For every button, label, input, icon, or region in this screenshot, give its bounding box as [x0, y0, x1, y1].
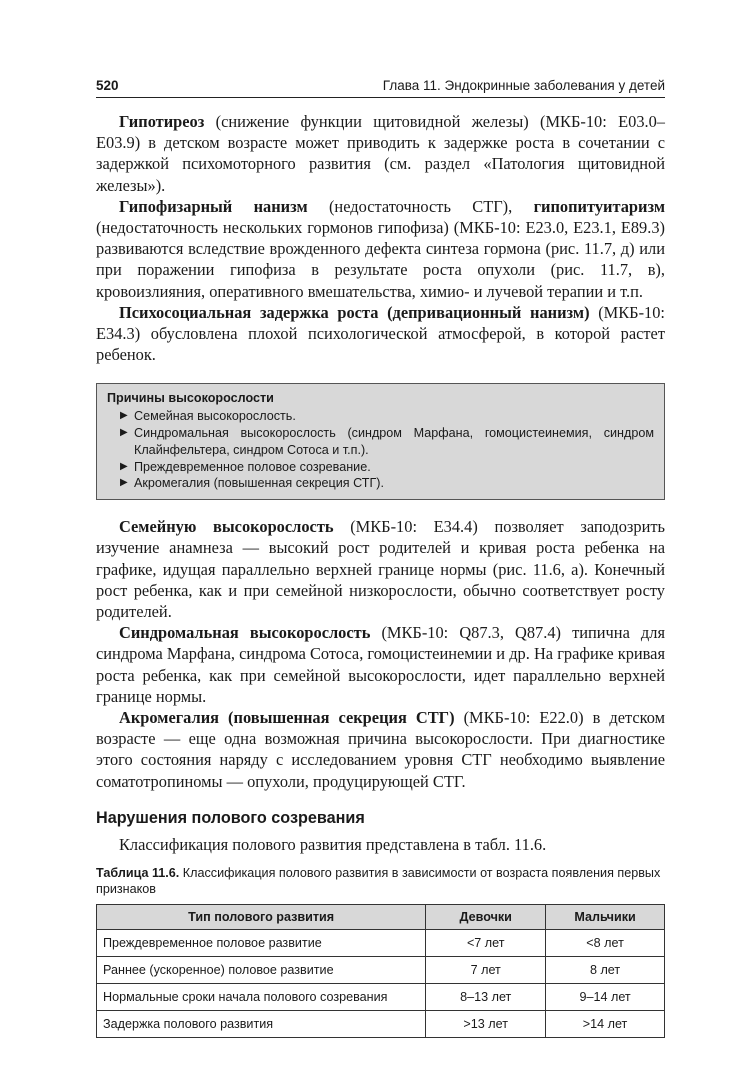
paragraph-hypothyroidism	[96, 111, 665, 196]
section-heading: Нарушения полового созревания	[96, 808, 365, 827]
term-bold: Гипотиреоз	[119, 112, 205, 131]
caption-text: Классификация полового развития в зависимости от возраста появления первых признаков	[96, 866, 661, 897]
list-item-text: Семейная высокорослость.	[134, 409, 296, 424]
term-bold: Синдромальная высокорослость	[119, 623, 371, 643]
cell-type: Задержка полового развития	[97, 1011, 426, 1038]
header-boys: Мальчики	[546, 905, 665, 930]
list-item	[107, 475, 654, 492]
list-item	[107, 425, 654, 459]
chapter-title: Глава 11. Эндокринные заболевания у детей	[382, 78, 665, 93]
cell-boys: >14 лет	[546, 1011, 665, 1038]
paragraph-text: (МКБ-10: Q87.3, Q87.4) типична для синдрома Марфана, синдрома Сотоса, гомоцистеинемии и др. На графике кривая роста ребенка, как при семейной высокорослости, идет параллельно верхней границе нормы.	[96, 623, 665, 706]
term-bold: Психосоциальная задержка роста (депривационный нанизм)	[119, 302, 590, 322]
running-header	[96, 78, 665, 98]
caption-label: Таблица 11.6.	[96, 866, 180, 881]
paragraph-familial-tall	[96, 516, 665, 622]
book-page	[96, 78, 665, 1038]
page-number: 520	[96, 78, 119, 93]
term-bold: Гипофизарный нанизм	[119, 196, 308, 216]
cell-type: Нормальные сроки начала полового созревания	[97, 984, 426, 1011]
table-caption	[96, 865, 665, 897]
paragraph-psychosocial	[96, 302, 665, 366]
table-intro: Классификация полового развития представлена в табл. 11.6.	[119, 834, 547, 854]
paragraph-text: (недостаточность нескольких гормонов гипофиза) (МКБ-10: E23.0, E23.1, E89.3) развиваются вследствие врожденного дефекта синтеза гормона (рис. 11.7, д) или при поражении гипофиза в результате роста опухоли (рис. 11.7, в), кровоизлияния, оперативного вмешательства, химио- и лучевой терапии и т.п.	[96, 218, 665, 301]
paragraph-pituitary-dwarfism	[96, 196, 665, 302]
paragraph-text: (снижение функции щитовидной железы) (МКБ-10: E03.0–E03.9) в детском возрасте может приводить к задержке роста в сочетании с задержкой психомоторного развития (см. раздел «Патология щитовидной железы»).	[96, 112, 665, 195]
cell-boys: 8 лет	[546, 957, 665, 984]
list-item-text: Синдромальная высокорослость (синдром Марфана, гомоцистеинемия, синдром Клайнфельтера, синдром Сотоса и т.п.).	[134, 426, 654, 457]
table-header-row	[97, 905, 665, 930]
cell-girls: 8–13 лет	[426, 984, 546, 1011]
list-item	[107, 408, 654, 425]
header-type: Тип полового развития	[97, 905, 426, 930]
table-row	[97, 1011, 665, 1038]
paragraph-text: (МКБ-10: E22.0) в детском возрасте — еще одна возможная причина высокорослости. При диагностике этого состояния наряду с исследованием уровня СТГ необходимо выявление соматотропиномы — опухоли, продуцирующей СТГ.	[96, 708, 665, 791]
term-bold: Семейную высокорослость	[119, 517, 334, 537]
paragraph-syndromic-tall	[96, 622, 665, 707]
header-girls: Девочки	[426, 905, 546, 930]
triangle-bullet-icon: ▶	[120, 477, 128, 489]
cell-type: Преждевременное половое развитие	[97, 930, 426, 957]
paragraph-acromegaly	[96, 707, 665, 792]
table-row	[97, 984, 665, 1011]
term-bold: гипопитуитаризм	[533, 196, 665, 216]
cell-girls: >13 лет	[426, 1011, 546, 1038]
triangle-bullet-icon: ▶	[120, 410, 128, 422]
cell-boys: 9–14 лет	[546, 984, 665, 1011]
cell-girls: 7 лет	[426, 957, 546, 984]
term-bold: Акромегалия (повышенная секреция СТГ)	[119, 708, 455, 728]
tall-stature-causes-box	[96, 383, 665, 500]
list-item	[107, 459, 654, 476]
list-item-text: Преждевременное половое созревание.	[134, 459, 371, 474]
cell-type: Раннее (ускоренное) половое развитие	[97, 957, 426, 984]
triangle-bullet-icon: ▶	[120, 427, 128, 439]
paragraph-text: (МКБ-10: E34.3) обусловлена плохой психологической атмосферой, в которой растет ребенок.	[96, 302, 665, 365]
cell-boys: <8 лет	[546, 930, 665, 957]
box-title: Причины высокорослости	[107, 391, 274, 406]
table-row	[97, 957, 665, 984]
list-item-text: Акромегалия (повышенная секреция СТГ).	[134, 476, 384, 491]
classification-table	[96, 904, 665, 1038]
causes-list	[107, 408, 654, 492]
triangle-bullet-icon: ▶	[120, 460, 128, 472]
table-row	[97, 930, 665, 957]
paragraph-text: (МКБ-10: E34.4) позволяет заподозрить изучение анамнеза — высокий рост родителей и кривая роста ребенка на графике, идущая параллельно верхней границе нормы (рис. 11.6, а). Конечный рост ребенка, как и при семейной низкорослости, обычно соответствует росту родителей.	[96, 517, 665, 622]
cell-girls: <7 лет	[426, 930, 546, 957]
paragraph-text: (недостаточность СТГ),	[307, 196, 534, 216]
